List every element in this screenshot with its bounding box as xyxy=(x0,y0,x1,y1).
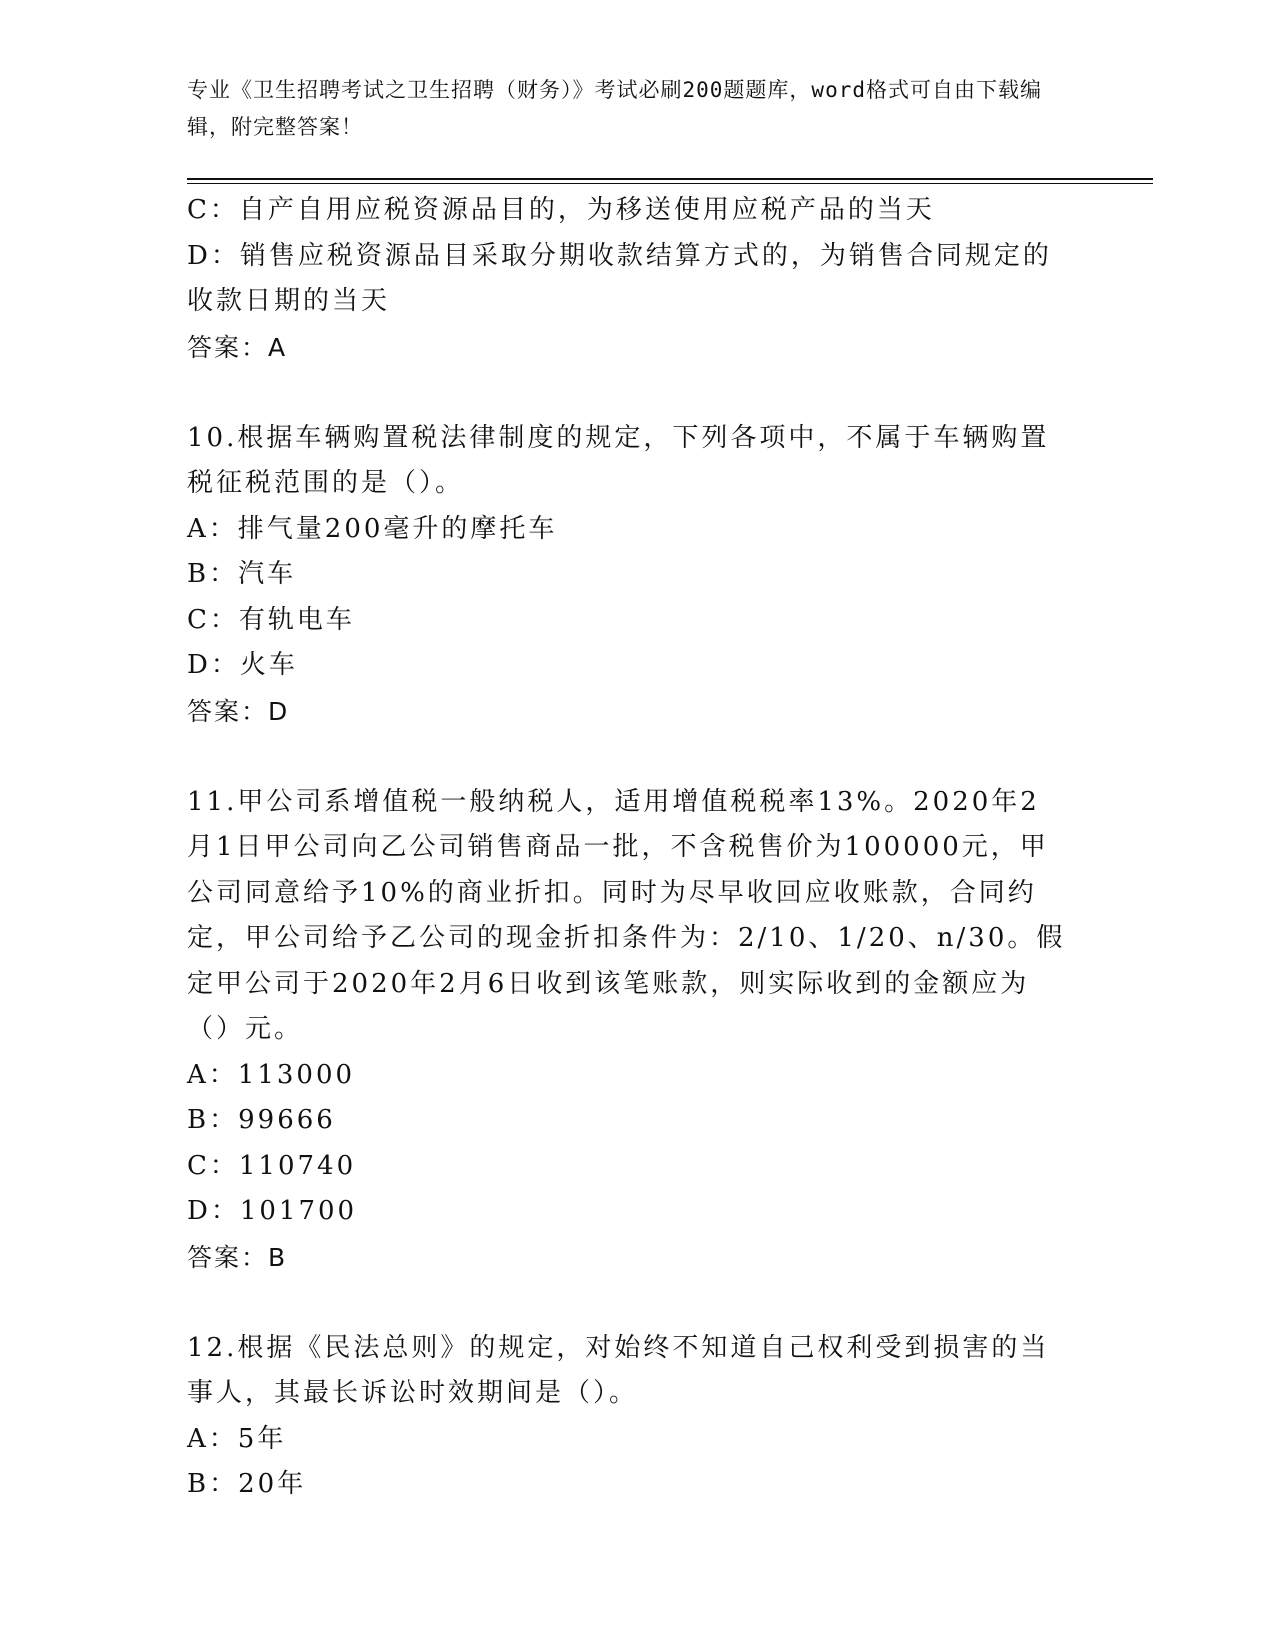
header-divider-thin xyxy=(187,183,1153,184)
question-text: 10.根据车辆购置税法律制度的规定，下列各项中，不属于车辆购置税征税范围的是（）。 xyxy=(187,422,1050,498)
spacer xyxy=(187,1280,1087,1326)
question-content xyxy=(187,188,1087,1508)
option-b: B：汽车 xyxy=(187,559,297,589)
question-item xyxy=(187,1326,1087,1508)
answer-label: 答案：A xyxy=(187,332,288,362)
option-d: D：101700 xyxy=(187,1196,358,1226)
question-text: 11.甲公司系增值税一般纳税人，适用增值税税率13%。2020年2月1日甲公司向乙公司销售商品一批，不含税售价为100000元，甲公司同意给予10%的商业折扣。同时为尽早收回应收账款，合同约定，甲公司给予乙公司的现金折扣条件为：2/10、1/20、n/30。假定甲公司于2020年2月6日收到该笔账款，则实际收到的金额应为（）元。 xyxy=(187,786,1066,1044)
option-a: A：排气量200毫升的摩托车 xyxy=(187,513,558,544)
spacer xyxy=(187,734,1087,780)
header-divider-thick xyxy=(187,178,1153,180)
answer-label: 答案：B xyxy=(187,1242,288,1272)
option-b: B：99666 xyxy=(187,1105,336,1135)
document-header-title: 专业《卫生招聘考试之卫生招聘（财务）》考试必刷200题题库，word格式可自由下载编辑，附完整答案！ xyxy=(187,78,1042,139)
option-c: C：有轨电车 xyxy=(187,604,355,635)
spacer xyxy=(187,370,1087,416)
option-c: C：自产自用应税资源品目的，为移送使用应税产品的当天 xyxy=(187,195,935,225)
option-a: A：5年 xyxy=(187,1423,287,1454)
option-b: B：20年 xyxy=(187,1469,307,1499)
option-c: C：110740 xyxy=(187,1150,357,1181)
question-fragment xyxy=(187,188,1087,370)
answer-label: 答案：D xyxy=(187,696,290,726)
question-text: 12.根据《民法总则》的规定，对始终不知道自己权利受到损害的当事人，其最长诉讼时效期间是（）。 xyxy=(187,1332,1050,1408)
option-a: A：113000 xyxy=(187,1059,356,1090)
option-d: D：火车 xyxy=(187,650,298,680)
option-d: D：销售应税资源品目采取分期收款结算方式的，为销售合同规定的收款日期的当天 xyxy=(187,240,1052,316)
question-item xyxy=(187,780,1087,1281)
question-item xyxy=(187,416,1087,735)
